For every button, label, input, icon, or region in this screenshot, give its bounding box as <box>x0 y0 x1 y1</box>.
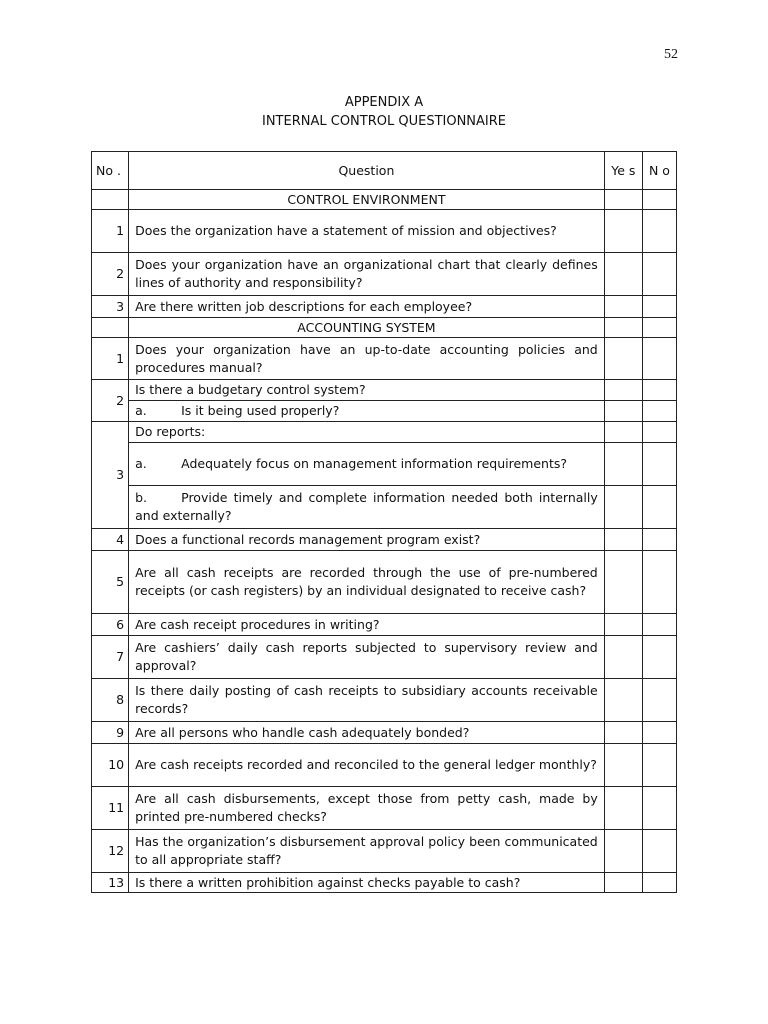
no-cell[interactable] <box>642 296 676 318</box>
sub-question <box>129 443 605 486</box>
no-cell[interactable] <box>642 614 676 636</box>
table-row <box>92 614 677 636</box>
sub-question-text: Provide timely and complete information needed both internally and externally? <box>135 490 598 523</box>
no-cell[interactable] <box>642 551 676 614</box>
question-text: Are all cash receipts are recorded through the use of pre-numbered receipts (or cash registers) by an individual designated to receive cash? <box>129 551 605 614</box>
question-text: Are all cash disbursements, except those from petty cash, made by printed pre-numbered checks? <box>129 787 605 830</box>
yes-cell[interactable] <box>604 830 642 873</box>
header-row <box>92 152 677 190</box>
question-text: Do reports: <box>129 422 605 443</box>
question-text: Is there daily posting of cash receipts to subsidiary accounts receivable records? <box>129 679 605 722</box>
question-text: Are cashiers’ daily cash reports subjected to supervisory review and approval? <box>129 636 605 679</box>
sub-question <box>129 486 605 529</box>
question-text: Does the organization have a statement of mission and objectives? <box>129 210 605 253</box>
yes-cell[interactable] <box>604 443 642 486</box>
header-yes: Ye s <box>604 152 642 190</box>
question-text: Are cash receipt procedures in writing? <box>129 614 605 636</box>
section-title-control-environment: CONTROL ENVIRONMENT <box>129 190 605 210</box>
question-number: 2 <box>92 380 129 422</box>
question-number: 2 <box>92 253 129 296</box>
question-text: Are all persons who handle cash adequately bonded? <box>129 722 605 744</box>
section-title-accounting-system: ACCOUNTING SYSTEM <box>129 318 605 338</box>
question-number: 4 <box>92 529 129 551</box>
question-number: 13 <box>92 873 129 893</box>
page-number: 52 <box>664 47 678 62</box>
no-cell[interactable] <box>642 679 676 722</box>
table-row <box>92 722 677 744</box>
question-text: Is there a budgetary control system? <box>129 380 605 401</box>
no-cell[interactable] <box>642 253 676 296</box>
yes-cell[interactable] <box>604 422 642 443</box>
table-row <box>92 787 677 830</box>
table-row <box>92 210 677 253</box>
yes-cell[interactable] <box>604 614 642 636</box>
question-number: 9 <box>92 722 129 744</box>
question-text: Does a functional records management program exist? <box>129 529 605 551</box>
question-number: 5 <box>92 551 129 614</box>
sub-question-text: Adequately focus on management information requirements? <box>181 456 568 471</box>
yes-cell[interactable] <box>604 380 642 401</box>
yes-cell[interactable] <box>604 744 642 787</box>
question-number: 6 <box>92 614 129 636</box>
no-cell[interactable] <box>642 873 676 893</box>
no-cell[interactable] <box>642 787 676 830</box>
no-cell[interactable] <box>642 529 676 551</box>
yes-cell[interactable] <box>604 679 642 722</box>
question-number: 7 <box>92 636 129 679</box>
no-cell[interactable] <box>642 422 676 443</box>
question-text: Does your organization have an organizational chart that clearly defines lines of authority and responsibility? <box>129 253 605 296</box>
question-number: 12 <box>92 830 129 873</box>
question-number: 11 <box>92 787 129 830</box>
sub-marker: a. <box>135 456 147 471</box>
table-row <box>92 486 677 529</box>
yes-cell[interactable] <box>604 486 642 529</box>
yes-cell[interactable] <box>604 210 642 253</box>
yes-cell[interactable] <box>604 551 642 614</box>
question-text: Is there a written prohibition against checks payable to cash? <box>129 873 605 893</box>
table-row <box>92 401 677 422</box>
question-number: 3 <box>92 422 129 529</box>
question-number: 1 <box>92 338 129 380</box>
sub-marker: b. <box>135 490 148 505</box>
yes-cell[interactable] <box>604 253 642 296</box>
no-cell[interactable] <box>642 830 676 873</box>
question-text: Are cash receipts recorded and reconciled to the general ledger monthly? <box>129 744 605 787</box>
no-cell[interactable] <box>642 210 676 253</box>
header-no-answer: N o <box>642 152 676 190</box>
table-row <box>92 873 677 893</box>
no-cell[interactable] <box>642 443 676 486</box>
sub-marker: a. <box>135 403 147 418</box>
table-row <box>92 380 677 401</box>
yes-cell[interactable] <box>604 401 642 422</box>
table-row <box>92 338 677 380</box>
table-row <box>92 679 677 722</box>
sub-question <box>129 401 605 422</box>
question-number: 10 <box>92 744 129 787</box>
table-row <box>92 744 677 787</box>
section-row <box>92 318 677 338</box>
sub-question-text: Is it being used properly? <box>181 403 340 418</box>
no-cell[interactable] <box>642 744 676 787</box>
no-cell[interactable] <box>642 722 676 744</box>
header-no: No . <box>92 152 129 190</box>
appendix-title: APPENDIX A <box>344 95 424 110</box>
question-text: Are there written job descriptions for each employee? <box>129 296 605 318</box>
question-number: 1 <box>92 210 129 253</box>
question-number: 3 <box>92 296 129 318</box>
table-row <box>92 636 677 679</box>
yes-cell[interactable] <box>604 636 642 679</box>
yes-cell[interactable] <box>604 529 642 551</box>
questionnaire-table <box>91 151 677 893</box>
no-cell[interactable] <box>642 380 676 401</box>
table-row <box>92 551 677 614</box>
table-row <box>92 422 677 443</box>
yes-cell[interactable] <box>604 338 642 380</box>
question-number: 8 <box>92 679 129 722</box>
header-question: Question <box>129 152 605 190</box>
yes-cell[interactable] <box>604 296 642 318</box>
table-row <box>92 830 677 873</box>
no-cell[interactable] <box>642 636 676 679</box>
yes-cell[interactable] <box>604 787 642 830</box>
yes-cell[interactable] <box>604 873 642 893</box>
question-text: Has the organization’s disbursement approval policy been communicated to all appropriate staff? <box>129 830 605 873</box>
table-row <box>92 296 677 318</box>
section-row <box>92 190 677 210</box>
no-cell[interactable] <box>642 338 676 380</box>
table-row <box>92 443 677 486</box>
table-row <box>92 529 677 551</box>
yes-cell[interactable] <box>604 722 642 744</box>
no-cell[interactable] <box>642 401 676 422</box>
question-text: Does your organization have an up-to-date accounting policies and procedures manual? <box>129 338 605 380</box>
no-cell[interactable] <box>642 486 676 529</box>
table-row <box>92 253 677 296</box>
questionnaire-title: INTERNAL CONTROL QUESTIONNAIRE <box>262 114 506 129</box>
